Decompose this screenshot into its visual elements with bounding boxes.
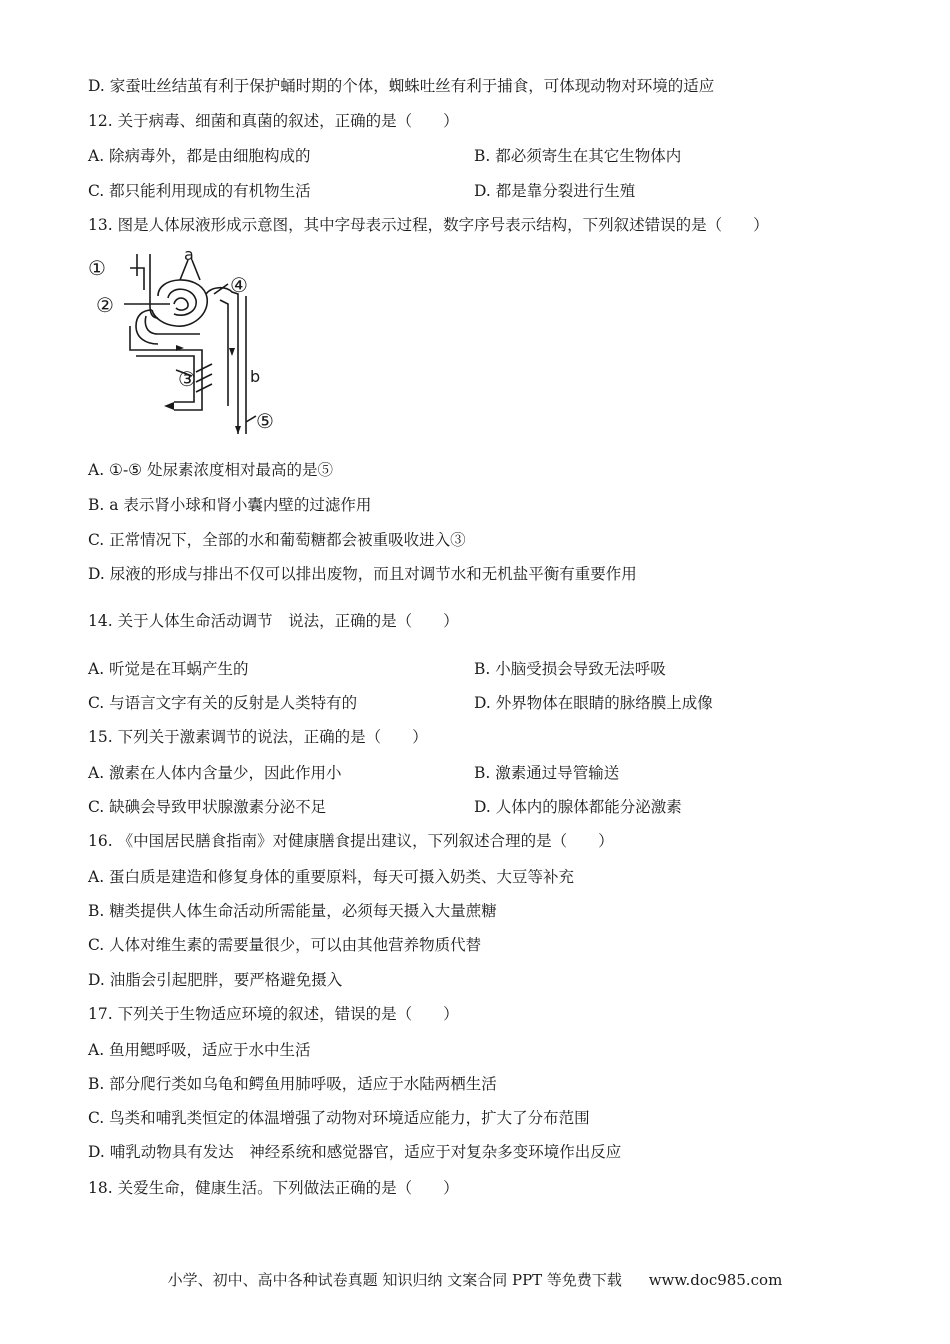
question-12-option-b: B. 都必须寄生在其它生物体内: [474, 147, 682, 165]
collecting-duct-inner: [206, 288, 238, 406]
label-5: ⑤: [256, 409, 274, 433]
label-5-pointer: [246, 416, 256, 422]
footer-text: 小学、初中、高中各种试卷真题 知识归纳 文案合同 PPT 等免费下载: [167, 1271, 622, 1289]
question-16-option-c: C. 人体对维生素的需要量很少，可以由其他营养物质代替: [88, 936, 482, 954]
question-14-stem: 14. 关于人体生命活动调节 说法，正确的是（ ）: [88, 612, 459, 630]
duct-arrowhead: [235, 426, 241, 434]
label-b: b: [250, 367, 261, 386]
question-14-option-b: B. 小脑受损会导致无法呼吸: [474, 660, 666, 678]
descending-limb: [130, 326, 202, 364]
glomerulus: [174, 298, 188, 310]
question-17-option-c: C. 鸟类和哺乳类恒定的体温增强了动物对环境适应能力，扩大了分布范围: [88, 1109, 590, 1127]
question-13-option-b: B. a 表示肾小球和肾小囊内壁的过滤作用: [88, 496, 372, 514]
question-17-stem: 17. 下列关于生物适应环境的叙述，错误的是（ ）: [88, 1005, 459, 1023]
question-18-stem: 18. 关爱生命，健康生活。下列做法正确的是（ ）: [88, 1179, 459, 1197]
question-13-stem: 13. 图是人体尿液形成示意图，其中字母表示过程，数字序号表示结构，下列叙述错误的是（ ）: [88, 216, 769, 234]
capsule-outer: [152, 280, 207, 326]
question-11-option-d: D. 家蚕吐丝结茧有利于保护蛹时期的个体，蜘蛛吐丝有利于捕食，可体现动物对环境的适应: [88, 77, 715, 95]
question-14-option-c: C. 与语言文字有关的反射是人类特有的: [88, 694, 358, 712]
question-15-option-a: A. 激素在人体内含量少，因此作用小: [88, 764, 342, 782]
label-4: ④: [230, 273, 248, 297]
question-12-option-d: D. 都是靠分裂进行生殖: [474, 182, 636, 200]
question-15-option-d: D. 人体内的腺体都能分泌激素: [474, 798, 682, 816]
urine-formation-diagram: [88, 246, 293, 436]
footer-url[interactable]: www.doc985.com: [648, 1271, 783, 1289]
outflow-arrowhead: [164, 402, 174, 410]
question-13-option-c: C. 正常情况下，全部的水和葡萄糖都会被重吸收进入③: [88, 531, 466, 549]
question-15-option-b: B. 激素通过导管输送: [474, 764, 620, 782]
reabsorption-arrows: [196, 364, 212, 392]
tubule-line: [220, 300, 228, 406]
question-15-stem: 15. 下列关于激素调节的说法，正确的是（ ）: [88, 728, 428, 746]
question-16-option-d: D. 油脂会引起肥胖，要严格避免摄入: [88, 971, 343, 989]
question-12-option-a: A. 除病毒外，都是由细胞构成的: [88, 147, 311, 165]
question-13-option-a: A. ①-⑤ 处尿素浓度相对最高的是⑤: [88, 461, 334, 479]
label-1: ①: [88, 256, 106, 280]
capsule-inner: [168, 289, 196, 315]
question-12-stem: 12. 关于病毒、细菌和真菌的叙述，正确的是（ ）: [88, 112, 459, 130]
label-a: a: [184, 246, 194, 264]
question-14-option-a: A. 听觉是在耳蜗产生的: [88, 660, 249, 678]
question-17-option-a: A. 鱼用鳃呼吸，适应于水中生活: [88, 1041, 311, 1059]
page-footer: [0, 1270, 950, 1290]
question-16-option-b: B. 糖类提供人体生命活动所需能量，必须每天摄入大量蔗糖: [88, 902, 497, 920]
question-17-option-b: B. 部分爬行类如乌龟和鳄鱼用肺呼吸，适应于水陆两栖生活: [88, 1075, 497, 1093]
question-16-stem: 16. 《中国居民膳食指南》对健康膳食提出建议，下列叙述合理的是（ ）: [88, 832, 614, 850]
question-17-option-d: D. 哺乳动物具有发达 神经系统和感觉器官，适应于对复杂多变环境作出反应: [88, 1143, 622, 1161]
tubule-arrowhead: [229, 348, 235, 356]
question-13-option-d: D. 尿液的形成与排出不仅可以排出废物，而且对调节水和无机盐平衡有重要作用: [88, 565, 637, 583]
question-14-option-d: D. 外界物体在眼睛的脉络膜上成像: [474, 694, 713, 712]
question-12-option-c: C. 都只能利用现成的有机物生活: [88, 182, 311, 200]
vessel-outer: [150, 254, 158, 318]
label-2: ②: [96, 293, 114, 317]
question-16-option-a: A. 蛋白质是建造和修复身体的重要原料，每天可摄入奶类、大豆等补充: [88, 868, 575, 886]
label-3: ③: [178, 367, 196, 391]
question-15-option-c: C. 缺碘会导致甲状腺激素分泌不足: [88, 798, 327, 816]
